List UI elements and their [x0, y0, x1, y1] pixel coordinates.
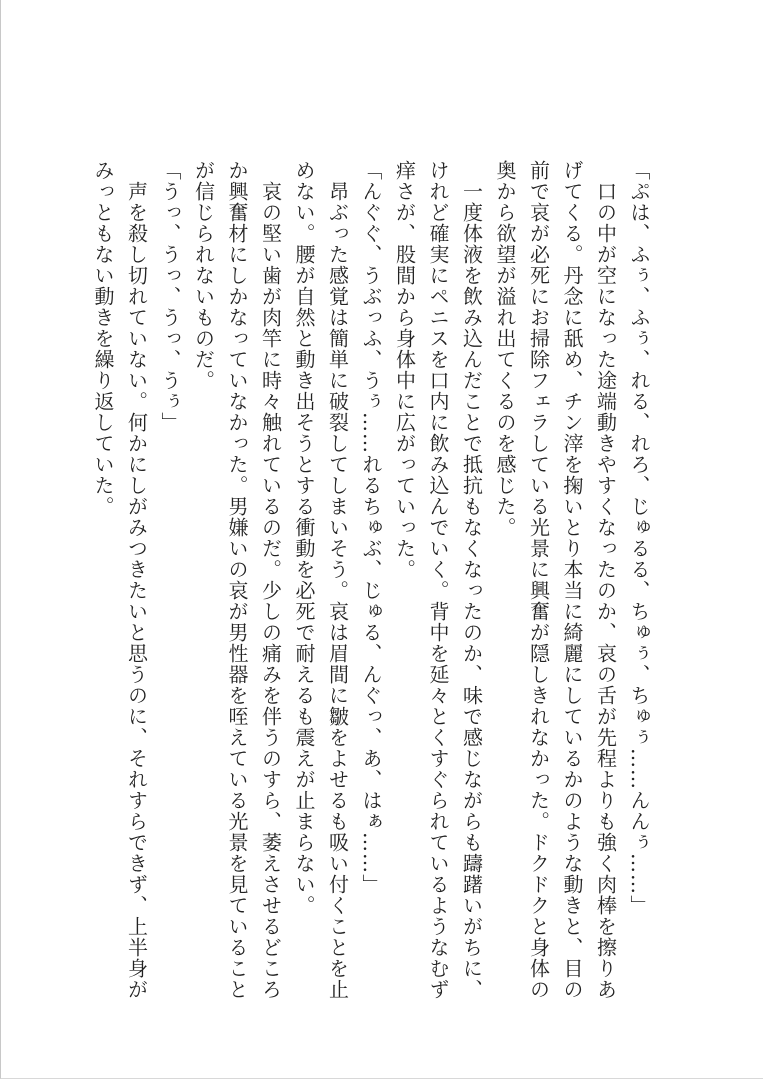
text-line: 口の中が空になった途端動きやすくなったのか、哀の舌が先程よりも強く肉棒を擦りあ — [593, 160, 618, 1000]
text-line: けれど確実にペニスを口内に飲み込んでいく。背中を延々とくすぐられているようなむず — [426, 160, 450, 1000]
body-text — [86, 160, 656, 1000]
text-line: げてくる。丹念に舐め、チン滓を掬いとり本当に綺麗にしているかのような動きと、目の — [560, 160, 584, 1000]
text-line: 声を殺し切れていない。何かにしがみつきたいと思うのに、それすらできず、上半身が — [124, 160, 149, 1000]
text-line: が信じられないものだ。 — [191, 160, 216, 391]
text-line: 「うっ、うっ、うっ、うぅ」 — [158, 160, 182, 433]
text-line: 奥から欲望が溢れ出てくるのを感じた。 — [493, 160, 517, 538]
text-line: 痒さが、股間から身体中に広がっていった。 — [392, 160, 417, 580]
text-line: 一度体液を飲み込んだことで抵抗もなくなったのか、味で感じながらも躊躇いがちに、 — [459, 160, 484, 1000]
text-line: 哀の堅い歯が肉竿に時々触れているのだ。少しの痛みを伴うのすら、萎えさせるどころ — [258, 160, 283, 1000]
text-line: か興奮材にしかなっていなかった。男嫌いの哀が男性器を咥えている光景を見ていること — [225, 160, 249, 1000]
text-line: 昂ぶった感覚は簡単に破裂してしまいそう。哀は眉間に皺をよせるも吸い付くことを止 — [325, 160, 350, 1000]
text-line: 「ぷは、ふぅ、ふぅ、れる、れろ、じゅるる、ちゅぅ、ちゅぅ……んんぅ……」 — [627, 160, 651, 916]
text-line: めない。腰が自然と動き出そうとする衝動を必死で耐えるも震えが止まらない。 — [292, 160, 316, 916]
text-line: 前で哀が必死にお掃除フェラしている光景に興奮が隠しきれなかった。ドクドクと身体の — [526, 160, 551, 1000]
text-line: みっともない動きを繰り返していた。 — [91, 160, 115, 517]
text-line: 「んぐぐ、うぶっふ、うぅ……れるちゅぶ、じゅる、んぐっ、あ、はぁ……」 — [359, 160, 383, 895]
